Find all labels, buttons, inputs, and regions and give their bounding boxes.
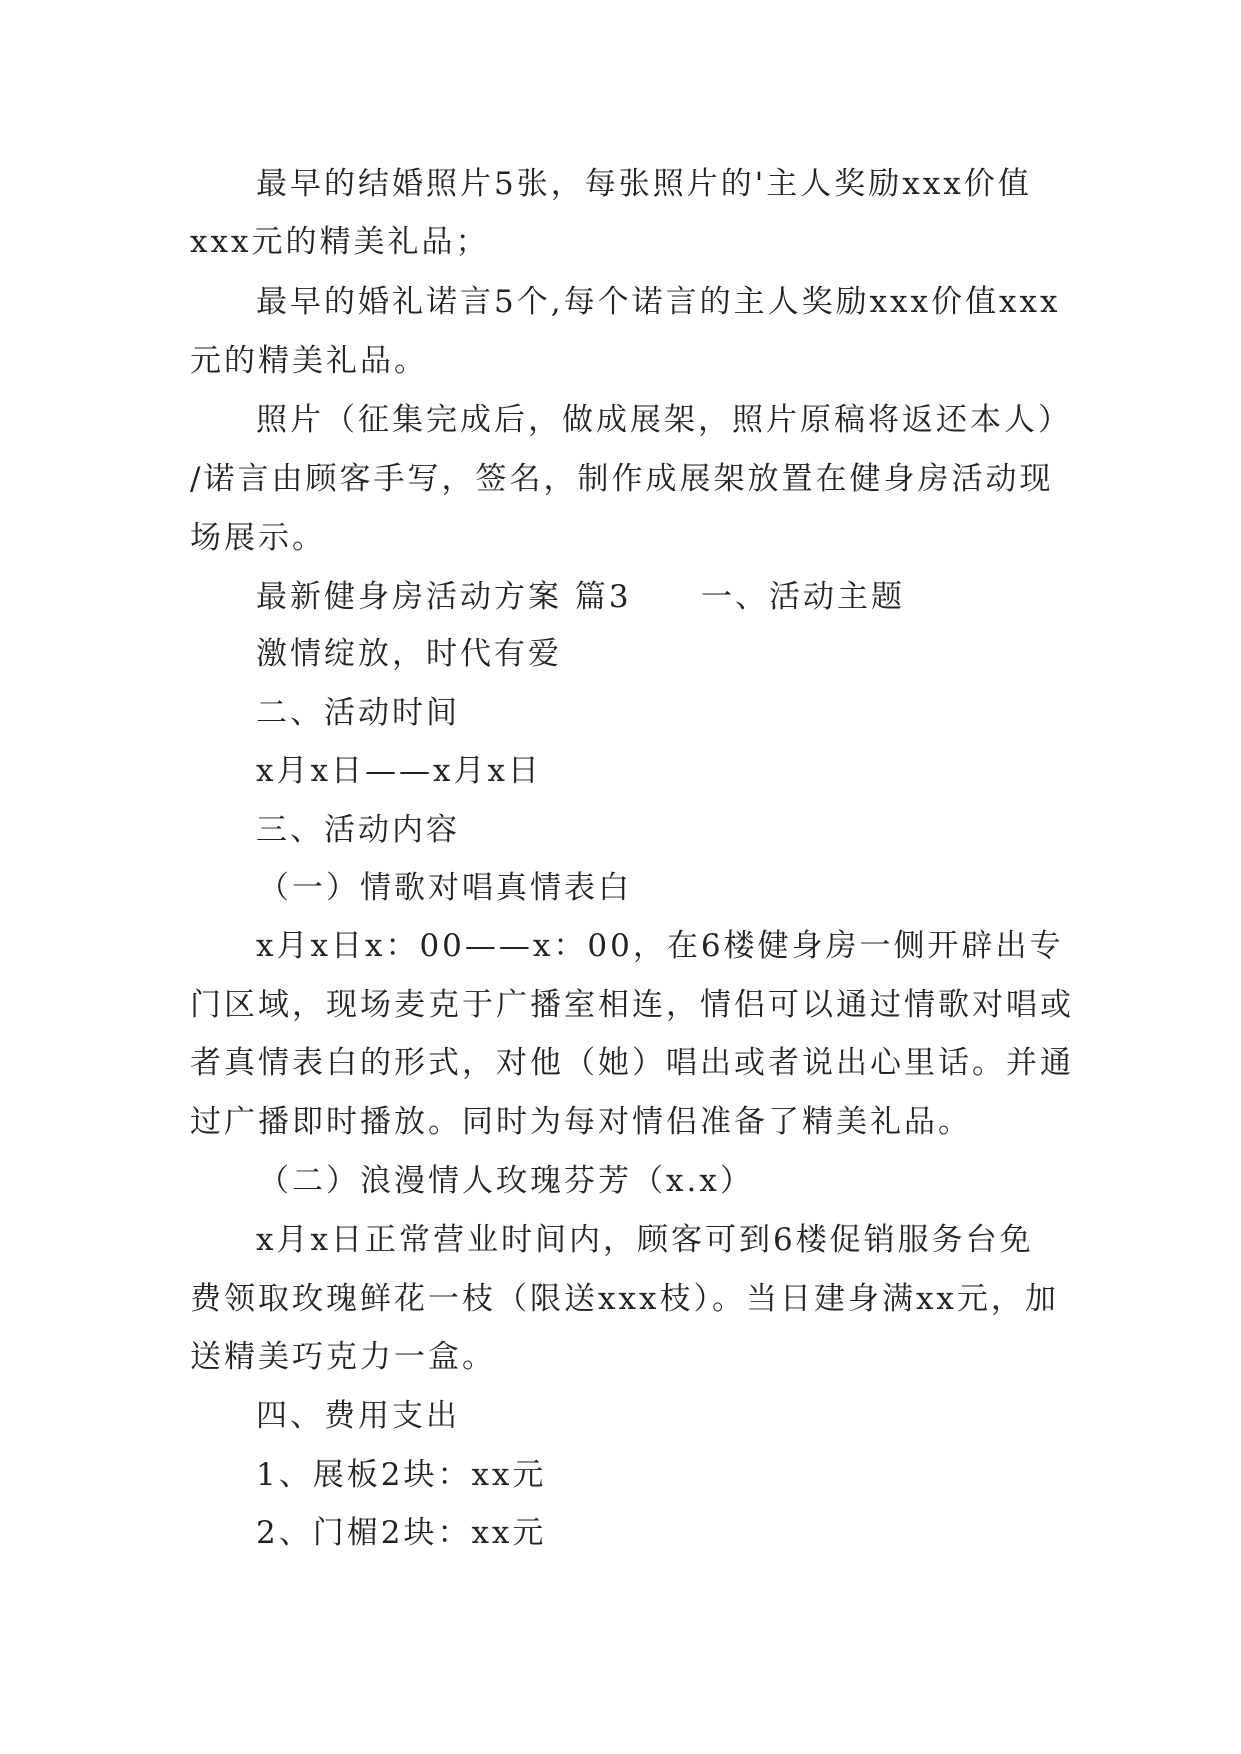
paragraph-line: 过广播即时播放。同时为每对情侣准备了精美礼品。 (190, 1104, 972, 1140)
list-item: 2、门楣2块：xx元 (256, 1515, 547, 1551)
subsection-heading: 三、活动内容 (256, 812, 460, 848)
subsection-heading: （二）浪漫情人玫瑰芬芳（x.x） (258, 1163, 754, 1199)
paragraph-line: x月x日x：00——x：00，在6楼健身房一侧开辟出专 (256, 928, 1064, 964)
paragraph-line: /诺言由顾客手写，签名，制作成展架放置在健身房活动现 (190, 461, 1054, 497)
paragraph-line: 门区域，现场麦克于广播室相连，情侣可以通过情歌对唱或 (190, 987, 1074, 1023)
paragraph-line: 激情绽放，时代有爱 (256, 636, 562, 672)
paragraph-line: x月x日——x月x日 (256, 753, 542, 789)
paragraph-line: 照片（征集完成后，做成展架，照片原稿将返还本人） (256, 402, 1072, 438)
list-item: 1、展板2块：xx元 (256, 1457, 547, 1493)
subsection-heading: 四、费用支出 (256, 1398, 460, 1434)
paragraph-line: 最早的婚礼诺言5个,每个诺言的主人奖励xxx价值xxx (256, 284, 1061, 320)
subsection-heading: 二、活动时间 (256, 695, 460, 731)
paragraph-line: 最早的结婚照片5张，每张照片的'主人奖励xxx价值 (256, 166, 1032, 202)
paragraph-line: 场展示。 (190, 520, 326, 556)
paragraph-line: 费领取玫瑰鲜花一枝（限送xxx枝）。当日建身满xx元，加 (190, 1281, 1059, 1317)
subsection-heading: 一、活动主题 (701, 579, 905, 615)
paragraph-line: xxx元的精美礼品； (190, 224, 490, 260)
subsection-heading: （一）情歌对唱真情表白 (258, 870, 632, 906)
section-heading-row (256, 577, 1156, 617)
section-heading: 最新健身房活动方案 篇3 (256, 579, 632, 615)
paragraph-line: 者真情表白的形式，对他（她）唱出或者说出心里话。并通 (190, 1045, 1074, 1081)
paragraph-line: x月x日正常营业时间内，顾客可到6楼促销服务台免 (256, 1222, 1034, 1258)
paragraph-line: 送精美巧克力一盒。 (190, 1339, 496, 1375)
paragraph-line: 元的精美礼品。 (190, 343, 428, 379)
